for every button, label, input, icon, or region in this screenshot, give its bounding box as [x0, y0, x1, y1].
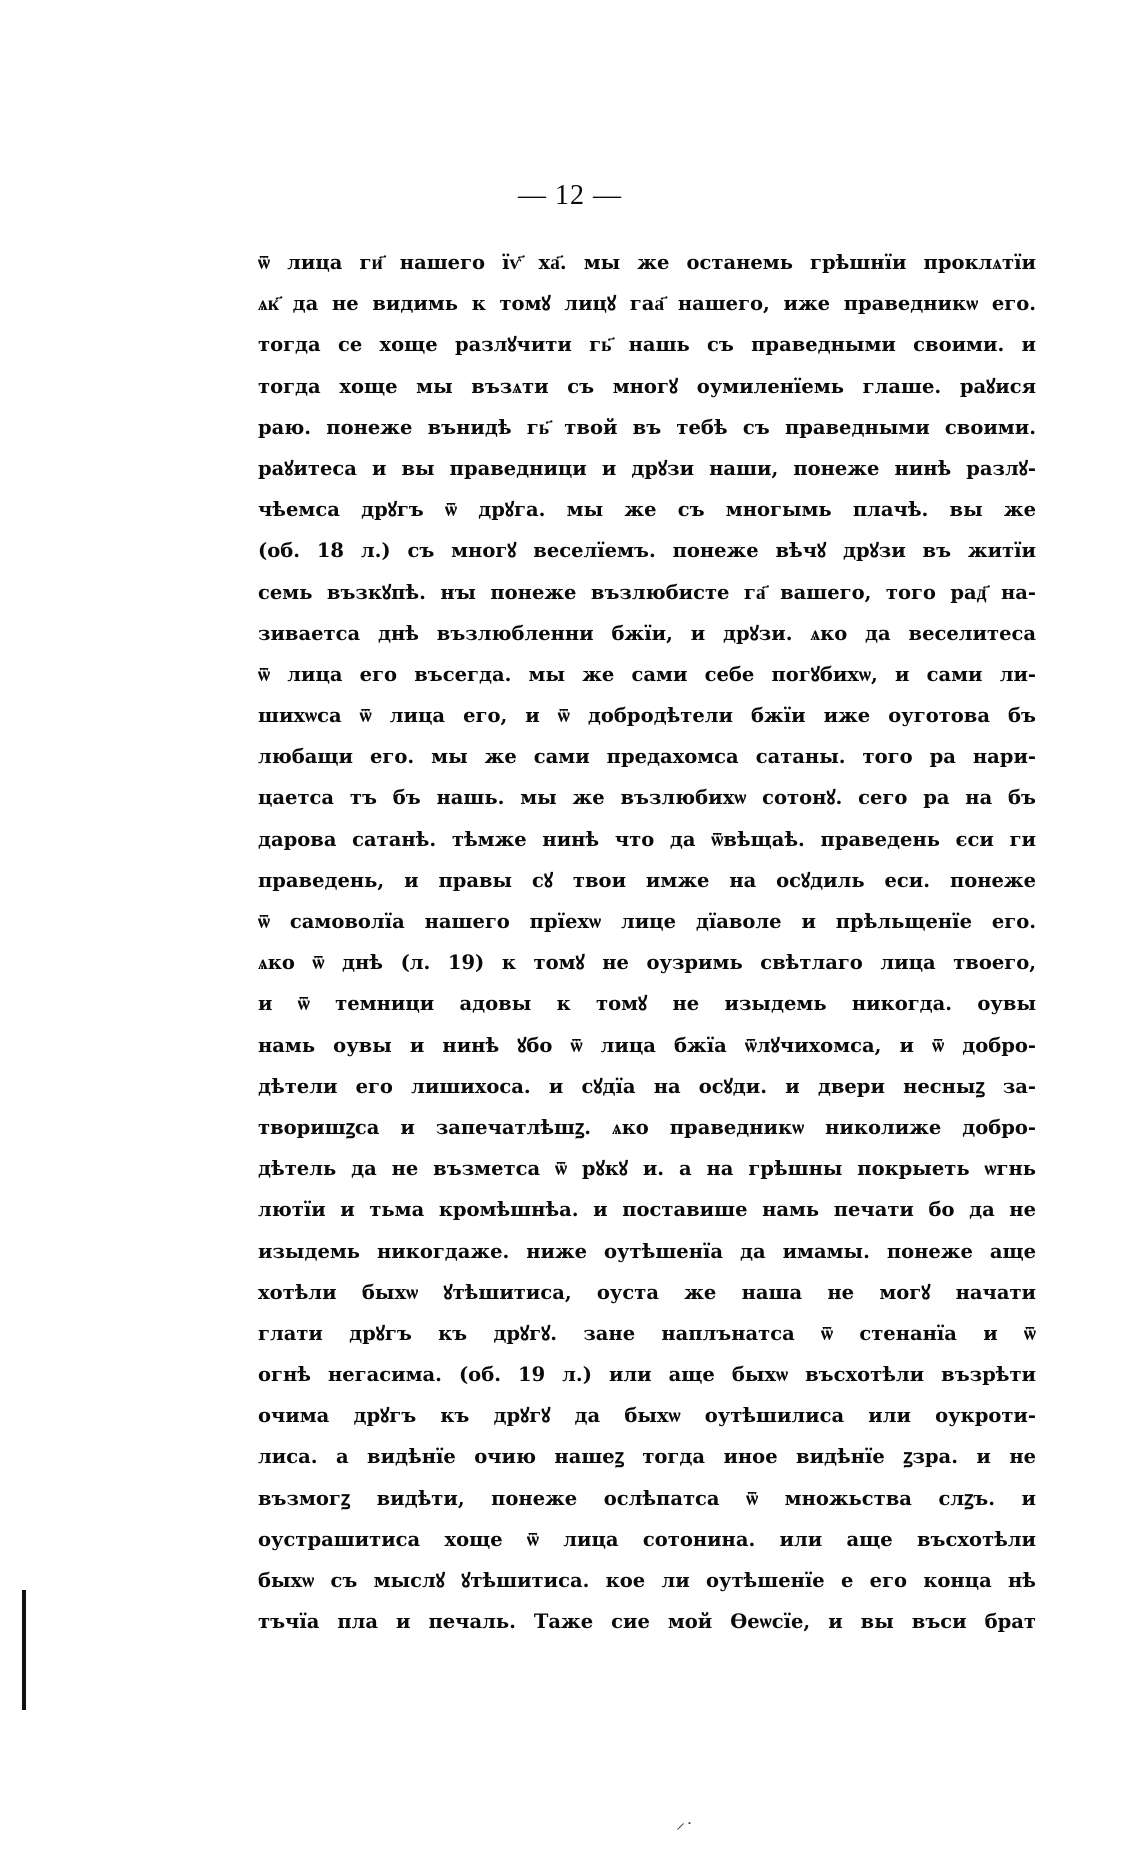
text-line: ѿ самоволїа нашего прїехѡ лице дїаволе и прѣльщенїе его.: [258, 910, 1036, 933]
text-line: ѿ лица ги҃ нашего їѵ҃ ха҃. мы же останемь грѣшнїи проклѧтїи: [258, 251, 1036, 274]
text-line: раꙋитеса и вы праведници и дрꙋзи наши, понеже нинѣ разлꙋ-: [258, 456, 1036, 480]
text-line: и ѿ темници адовы к томꙋ не изыдемь никогда. оувы: [258, 992, 1036, 1016]
text-line: зиваетса днѣ възлюбленни бжїи, и дрꙋзи. ѧко да веселитеса: [258, 621, 1036, 645]
text-line: раю. понеже вънидѣ гь҃ твой въ тебѣ съ праведными своими.: [258, 415, 1036, 439]
text-line: огнѣ негасима. (об. 19 л.) или аще быхѡ въсхотѣли възрѣти: [258, 1363, 1036, 1387]
text-line: творишꙁса и запечатлѣшꙁ. ѧко праведникѡ николиже добро-: [258, 1115, 1036, 1139]
text-line: лютїи и тьма кромѣшнѣа. и поставише намь печати бо да не: [258, 1198, 1036, 1222]
text-line: праведень, и правы сꙋ твои имже на осꙋдиль еси. понеже: [258, 868, 1036, 892]
text-line: ѧк҃ да не видимь к томꙋ лицꙋ гаа҃ нашего, иже праведникѡ его.: [258, 292, 1036, 316]
text-line: семь възкꙋпѣ. нꙑ понеже възлюбисте га҃ вашего, того рад҃ на-: [258, 580, 1036, 604]
text-line: быхѡ съ мыслꙋ ꙋтѣшитиса. кое ли оутѣшенїе е его конца нѣ: [258, 1569, 1036, 1592]
text-line: ѧко ѿ днѣ (л. 19) к томꙋ не оузримь свѣтлаго лица твоего,: [258, 951, 1036, 975]
scan-margin-mark: [22, 1590, 26, 1710]
text-line: (об. 18 л.) съ многꙋ веселїемъ. понеже вѣчꙋ дрꙋзи въ житїи: [258, 539, 1036, 563]
text-line: дѣтель да не възметса ѿ рꙋкꙋ и. а на грѣшны покрыеть ѡгнь: [258, 1157, 1036, 1181]
text-line: цаетса тъ бъ нашь. мы же възлюбихѡ сотонꙋ. сего ра на бъ: [258, 786, 1036, 810]
text-line: тогда се хоще разлꙋчити гь҃ нашь съ праведными своими. и: [258, 333, 1036, 357]
text-line: лиса. а видѣнїе очию нашеꙁ тогда иное видѣнїе ꙁзра. и не: [258, 1445, 1036, 1469]
text-line: дарова сатанѣ. тѣмже нинѣ что да ѿвѣщаѣ. праведень єси ги: [258, 827, 1036, 851]
text-line: тогда хоще мы възѧти съ многꙋ оумиленїемь глаше. раꙋися: [258, 374, 1036, 398]
page-number: — 12 —: [518, 180, 622, 211]
text-line: чѣемса дрꙋгъ ѿ дрꙋга. мы же съ многымь плачѣ. вы же: [258, 498, 1036, 522]
text-line: хотѣли быхѡ ꙋтѣшитиса, оуста же наша не могꙋ начати: [258, 1280, 1036, 1304]
text-line: очима дрꙋгъ къ дрꙋгꙋ да быхѡ оутѣшилиса или оукроти-: [258, 1404, 1036, 1428]
body-text: [258, 242, 1036, 1642]
text-line: намь оувы и нинѣ ꙋбо ѿ лица бжїа ѿлꙋчихомса, и ѿ добро-: [258, 1033, 1036, 1057]
text-line: дѣтели его лишихоса. и сꙋдїа на осꙋди. и двери несныꙁ за-: [258, 1074, 1036, 1098]
scan-speck: ⸍˙: [676, 1820, 694, 1841]
text-line: оустрашитиса хоще ѿ лица сотонина. или аще въсхотѣли: [258, 1527, 1036, 1551]
text-line: шихѡса ѿ лица его, и ѿ добродѣтели бжїи иже оуготова бъ: [258, 704, 1036, 728]
text-line: възмогꙁ видѣти, понеже ослѣпатса ѿ множьства слꙁъ. и: [258, 1486, 1036, 1510]
text-line: любащи его. мы же сами предахомса сатаны. того ра нари-: [258, 745, 1036, 769]
text-line: изыдемь никогдаже. ниже оутѣшенїа да имамы. понеже аще: [258, 1239, 1036, 1263]
text-line: глати дрꙋгъ къ дрꙋгꙋ. зане наплънатса ѿ стенанїа и ѿ: [258, 1321, 1036, 1345]
text-line: тъчїа пла и печаль. Таже сие мой Ѳеѡсїе, и вы въси брат: [258, 1610, 1036, 1634]
text-line: ѿ лица его въсегда. мы же сами себе погꙋбихѡ, и сами ли-: [258, 662, 1036, 686]
